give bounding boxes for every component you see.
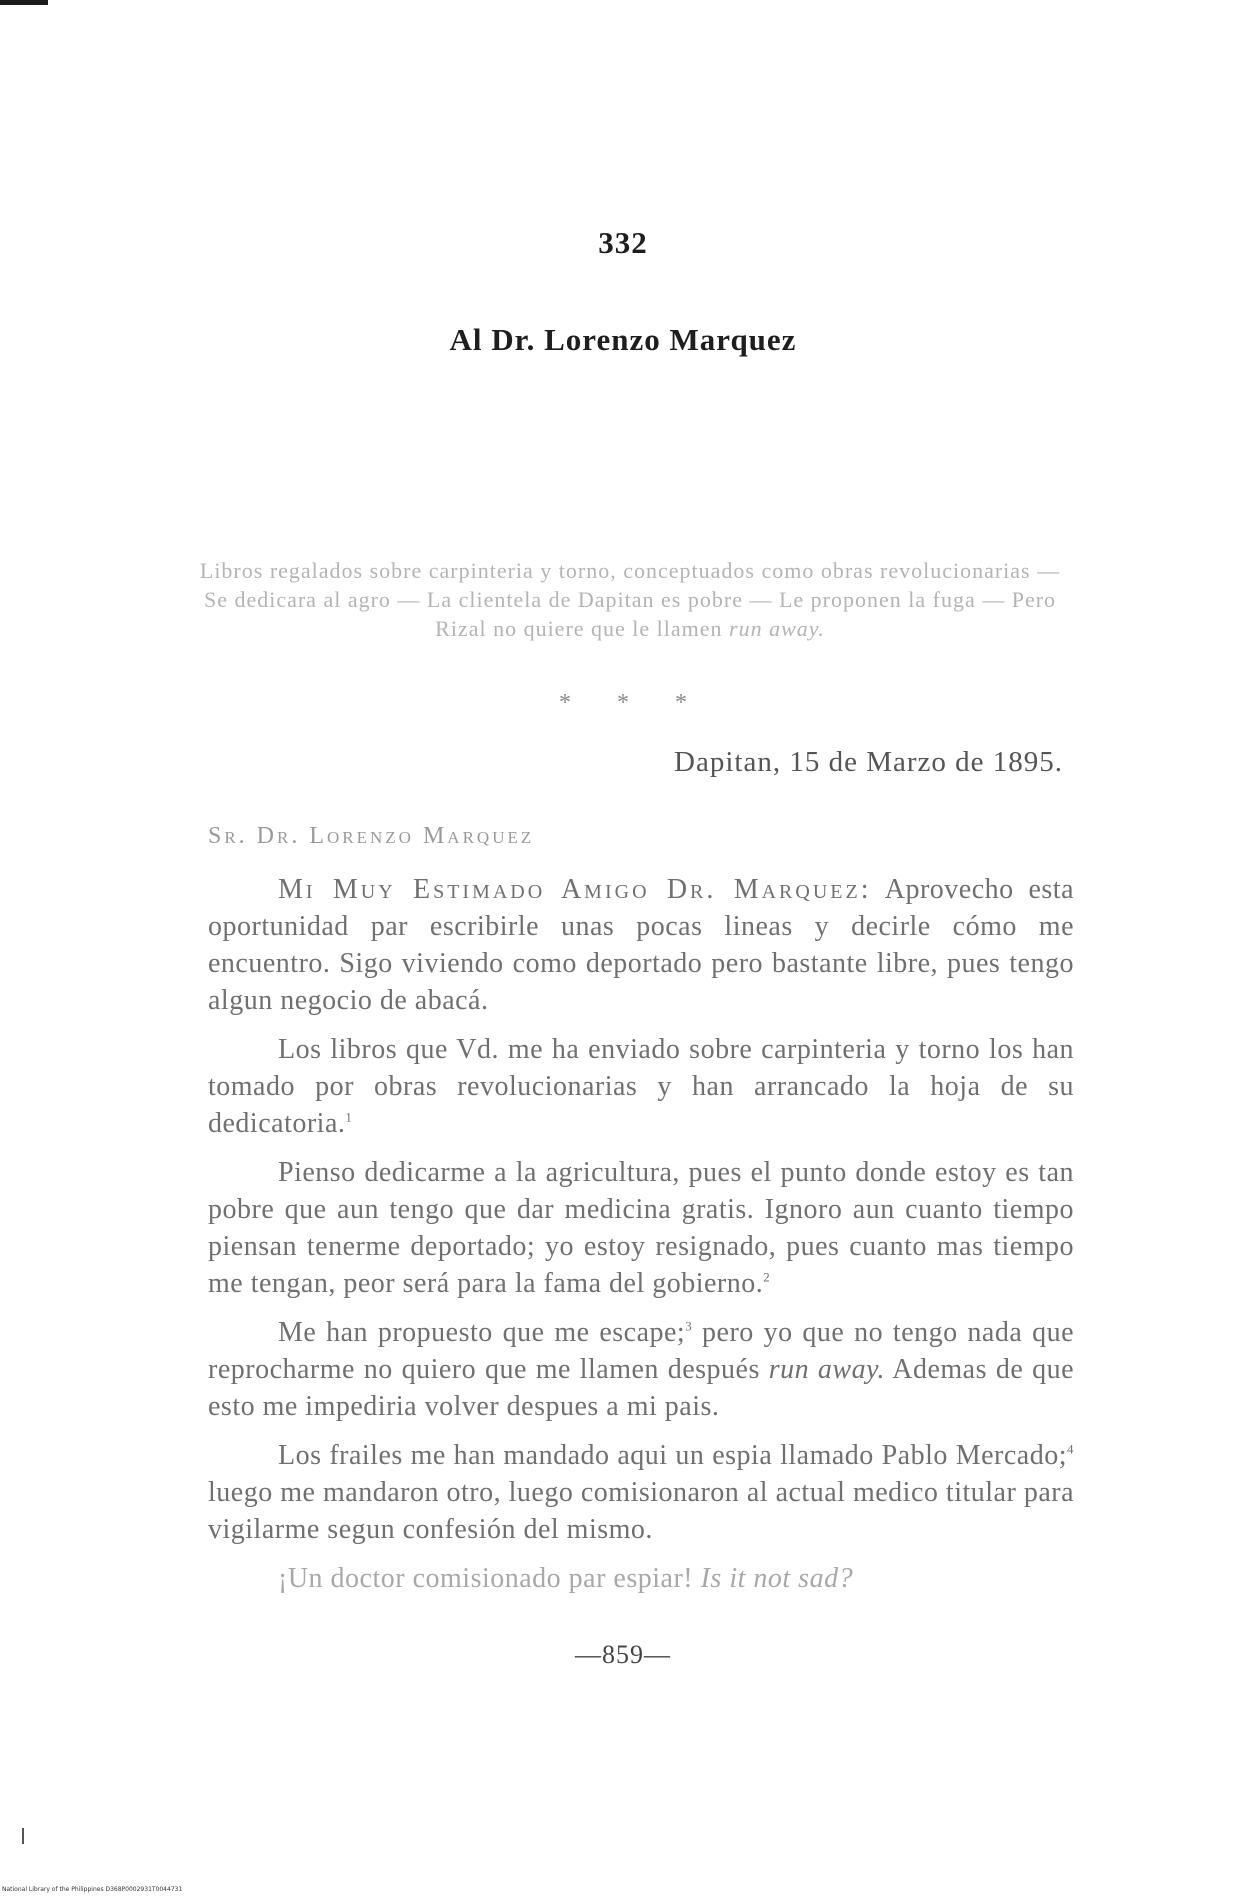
paragraph-6 [208, 1560, 1074, 1597]
paragraph-6-text: ¡Un doctor comisionado par espiar! [278, 1563, 701, 1594]
paragraph-3 [208, 1154, 1074, 1302]
section-separator: * * * [559, 690, 687, 716]
paragraph-4-italic: run away. [768, 1354, 885, 1385]
paragraph-6-italic: Is it not sad? [700, 1563, 854, 1594]
dateline: Dapitan, 15 de Marzo de 1895. [674, 746, 1063, 778]
letter-body [208, 871, 1074, 1609]
salutation: Sr. Dr. Lorenzo Marquez [208, 823, 535, 849]
scan-edge-mark [22, 1828, 24, 1844]
paragraph-1 [208, 871, 1074, 1019]
paragraph-5-text-a: Los frailes me han mandado aqui un espia llamado Pablo Mercado; [278, 1440, 1067, 1471]
scan-corner-mark [0, 0, 48, 5]
greeting-caps: Mi Muy Estimado Amigo Dr. Marquez: [278, 874, 872, 905]
paragraph-2-text: Los libros que Vd. me ha enviado sobre carpinteria y torno los han tomado por obras revolucionarias y han arrancado la hoja de su dedicatoria. [208, 1034, 1074, 1139]
footnote-ref-1: 1 [345, 1109, 353, 1125]
letter-summary [190, 556, 1070, 643]
page-number: —859— [575, 1640, 671, 1669]
paragraph-4-text-a: Me han propuesto que me escape; [278, 1317, 686, 1348]
letter-number: 332 [598, 225, 648, 260]
summary-text: Libros regalados sobre carpinteria y torno, conceptuados como obras revolucionarias — Se dedicara al agro — La clientela de Dapitan es pobre — Le proponen la fuga — Pero Rizal no quiere que le llamen [199, 558, 1061, 641]
paragraph-5-text-b: luego me mandaron otro, luego comisionaron al actual medico titular para vigilarme segun confesión del mismo. [208, 1477, 1074, 1545]
letter-title: Al Dr. Lorenzo Marquez [449, 322, 797, 357]
summary-italic: run away. [729, 616, 825, 641]
paragraph-1-text: Aprovecho esta oportunidad par escribirle unas pocas lineas y decirle cómo me encuentro. Sigo viviendo como deportado pero bastante libre, pues tengo algun negocio de abacá. [208, 874, 1075, 1016]
library-credit: National Library of the Philippines D368P0002931T0044731 [2, 1886, 183, 1893]
footnote-ref-3: 3 [685, 1318, 693, 1334]
footnote-ref-2: 2 [763, 1269, 771, 1285]
footnote-ref-4: 4 [1067, 1441, 1074, 1457]
paragraph-5 [208, 1437, 1074, 1548]
paragraph-3-text: Pienso dedicarme a la agricultura, pues el punto donde estoy es tan pobre que aun tengo que dar medicina gratis. Ignoro aun cuanto tiempo piensan tenerme deportado; yo estoy resignado, pues cuanto mas tiempo me tengan, peor será para la fama del gobierno. [208, 1157, 1074, 1299]
paragraph-4 [208, 1314, 1074, 1425]
paragraph-4-text-b: pero yo que no tengo nada que reprocharme no quiero que me llamen después [208, 1317, 1075, 1385]
paragraph-4-text-c: Ademas de que esto me impediria volver despues a mi pais. [208, 1354, 1074, 1422]
paragraph-2 [208, 1031, 1074, 1142]
